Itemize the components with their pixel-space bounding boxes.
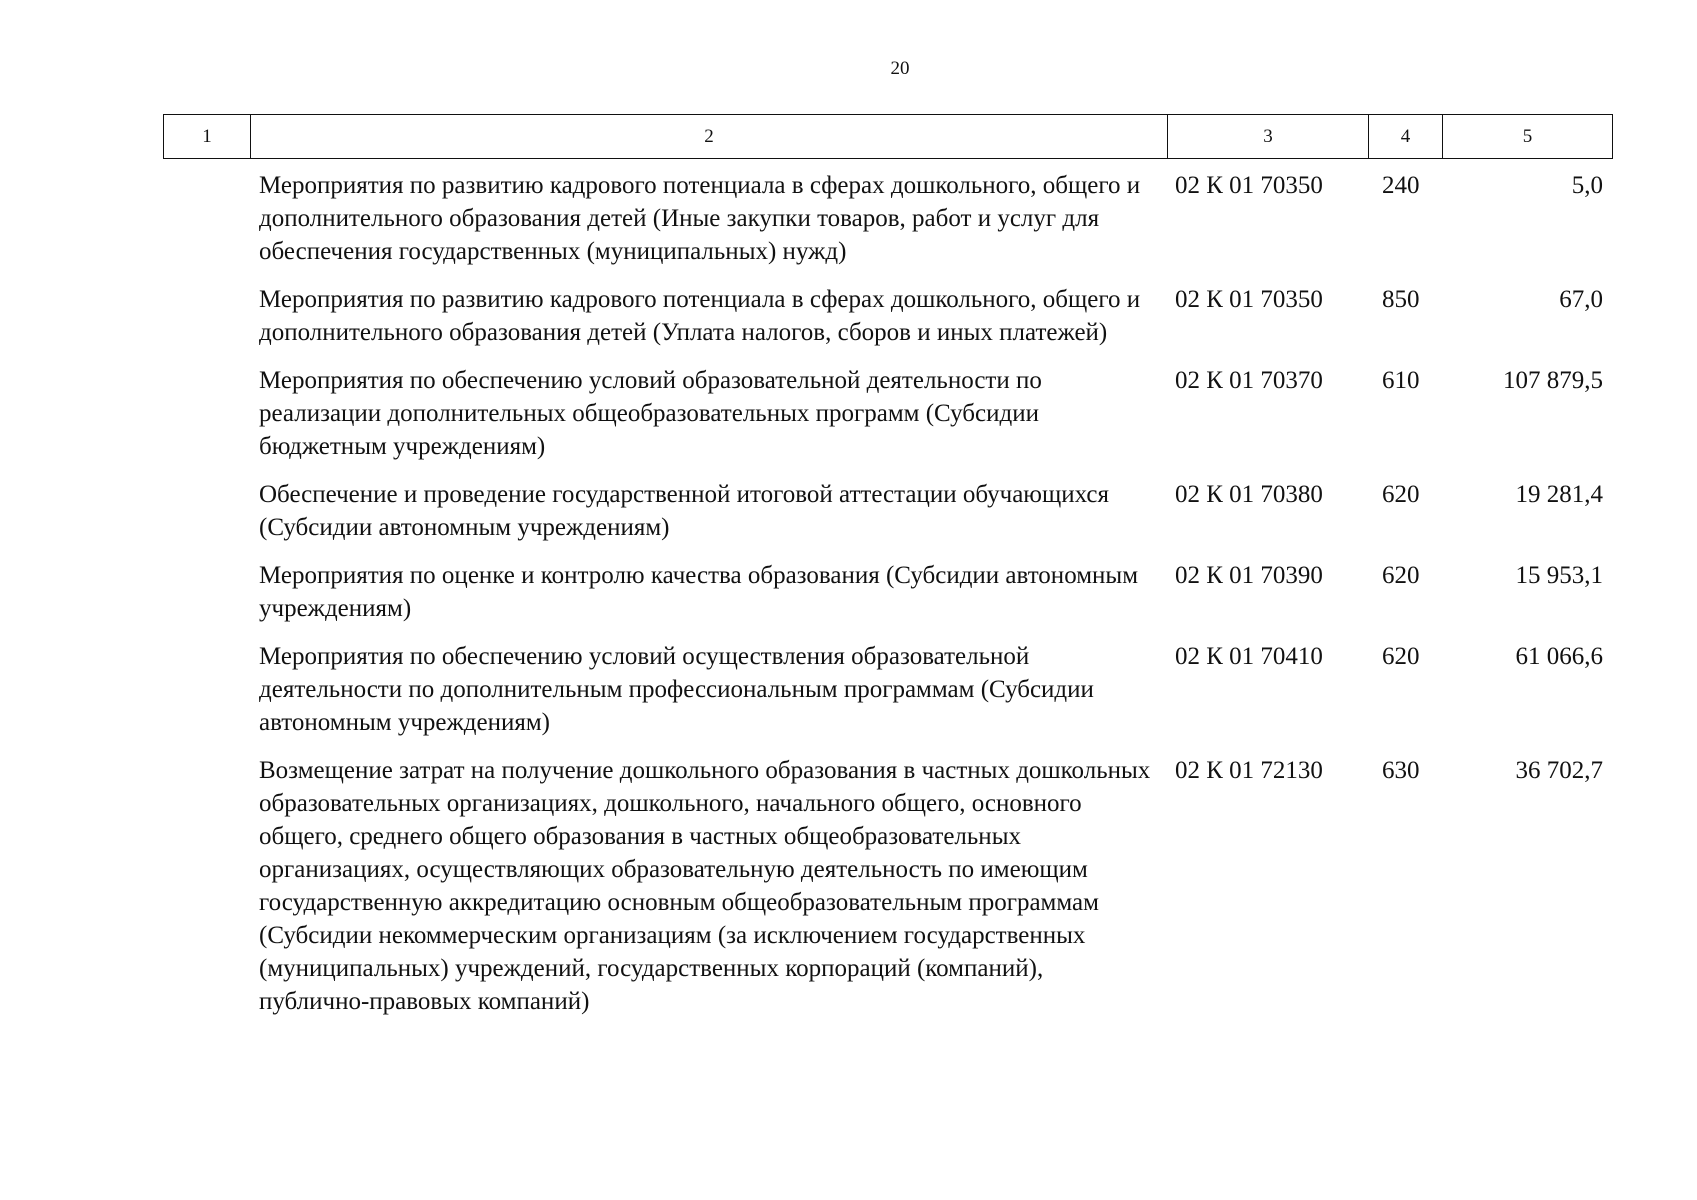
- row-target-code: 02 К 01 70370: [1175, 367, 1323, 394]
- header-col-3: 3: [1168, 115, 1369, 159]
- row-target-code: 02 К 01 72130: [1175, 757, 1323, 784]
- row-description: Мероприятия по обеспечению условий образовательной деятельности по реализации дополнительных общеобразовательных программ (Субсидии бюджетным учреждениям): [259, 367, 1042, 460]
- header-col-4: 4: [1369, 115, 1443, 159]
- row-expense-type: 240: [1382, 172, 1420, 199]
- row-description: Обеспечение и проведение государственной итоговой аттестации обучающихся (Субсидии автономным учреждениям): [259, 481, 1109, 541]
- row-col1-cell: [163, 169, 250, 283]
- row-amount: 61 066,6: [1515, 643, 1603, 670]
- table-row: [163, 559, 1612, 640]
- table-row: [163, 754, 1612, 1033]
- row-target-code: 02 К 01 70350: [1175, 172, 1323, 199]
- row-amount: 36 702,7: [1515, 757, 1603, 784]
- row-description: Мероприятия по обеспечению условий осуществления образовательной деятельности по дополнительным профессиональным программам (Субсидии автономным учреждениям): [259, 643, 1094, 736]
- row-col1-cell: [163, 283, 250, 364]
- table-row: [163, 169, 1612, 283]
- row-col1-cell: [163, 364, 250, 478]
- table-row: [163, 364, 1612, 478]
- row-amount: 15 953,1: [1515, 562, 1603, 589]
- row-target-code: 02 К 01 70410: [1175, 643, 1323, 670]
- row-expense-type: 610: [1382, 367, 1420, 394]
- row-col1-cell: [163, 640, 250, 754]
- row-amount: 19 281,4: [1515, 481, 1603, 508]
- header-col-1: 1: [164, 115, 251, 159]
- row-description: Возмещение затрат на получение дошкольного образования в частных дошкольных образовательных организациях, дошкольного, начального общего, основного общего, среднего общего образования в частных общеобразовательных организациях, осуществляющих образовательную деятельность по имеющим государственную аккредитацию основным общеобразовательным программам (Субсидии некоммерческим организациям (за исключением государственных (муниципальных) учреждений, государственных корпораций (компаний), публично-правовых компаний): [259, 757, 1151, 1015]
- column-number-header: [163, 114, 1613, 159]
- row-expense-type: 630: [1382, 757, 1420, 784]
- table-row: [163, 283, 1612, 364]
- page-number: 20: [890, 58, 910, 79]
- row-amount: 5,0: [1571, 172, 1603, 199]
- row-col1-cell: [163, 754, 250, 1033]
- row-description: Мероприятия по развитию кадрового потенциала в сферах дошкольного, общего и дополнительного образования детей (Уплата налогов, сборов и иных платежей): [259, 286, 1141, 346]
- header-row: [164, 115, 1613, 159]
- table-row: [163, 478, 1612, 559]
- row-description: Мероприятия по развитию кадрового потенциала в сферах дошкольного, общего и дополнительного образования детей (Иные закупки товаров, работ и услуг для обеспечения государственных (муниципальных) нужд): [259, 172, 1141, 265]
- row-amount: 107 879,5: [1503, 367, 1603, 394]
- table-row: [163, 640, 1612, 754]
- budget-table: [163, 169, 1612, 1033]
- row-target-code: 02 К 01 70380: [1175, 481, 1323, 508]
- row-expense-type: 850: [1382, 286, 1420, 313]
- row-expense-type: 620: [1382, 643, 1420, 670]
- row-description: Мероприятия по оценке и контролю качества образования (Субсидии автономным учреждениям): [259, 562, 1139, 622]
- row-target-code: 02 К 01 70350: [1175, 286, 1323, 313]
- row-expense-type: 620: [1382, 481, 1420, 508]
- row-expense-type: 620: [1382, 562, 1420, 589]
- row-target-code: 02 К 01 70390: [1175, 562, 1323, 589]
- header-col-2: 2: [251, 115, 1168, 159]
- row-col1-cell: [163, 559, 250, 640]
- row-amount: 67,0: [1559, 286, 1603, 313]
- row-col1-cell: [163, 478, 250, 559]
- header-col-5: 5: [1443, 115, 1613, 159]
